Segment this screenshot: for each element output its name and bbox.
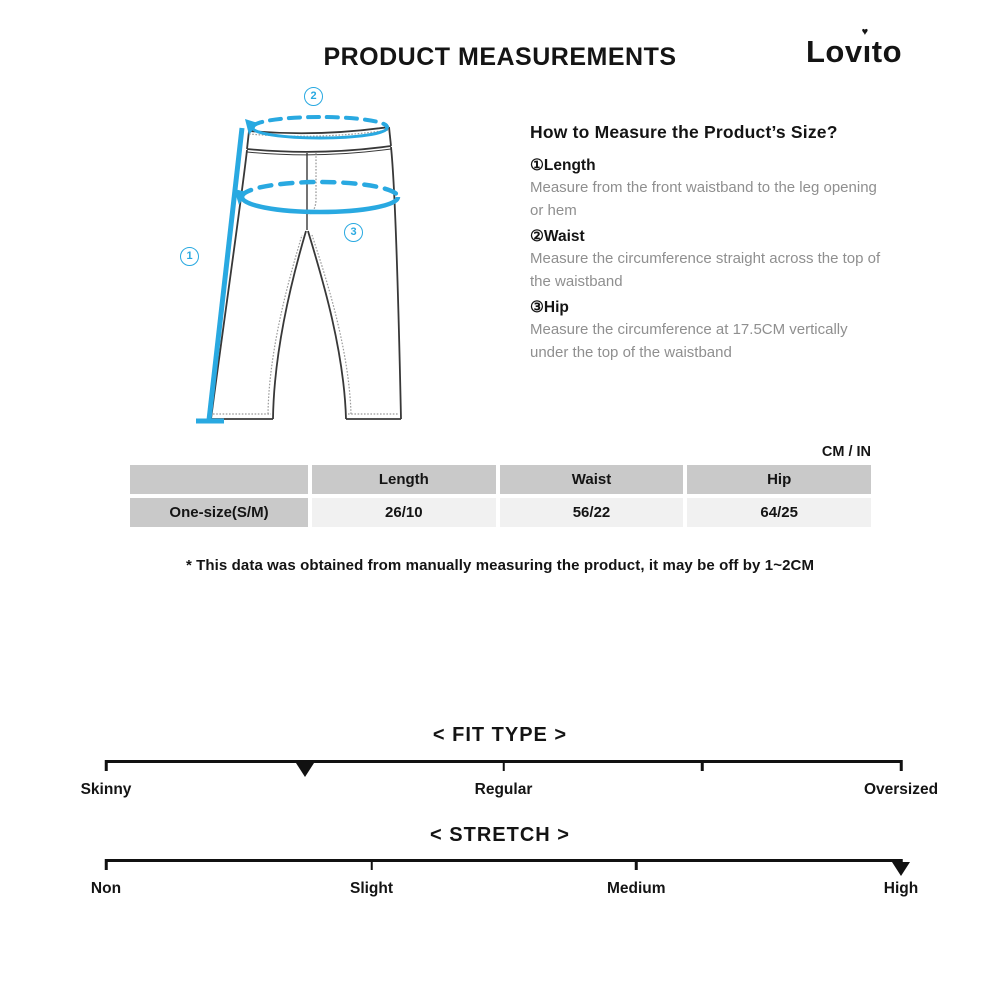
callout-waist: 2 [304,87,323,106]
stretch-scale-bar [106,859,901,862]
callout-hip: 3 [344,223,363,242]
logo-text-post: to [871,34,903,69]
measure-item-length-label [530,156,890,175]
length-measure-line [196,128,242,421]
fit-type-tick [105,760,108,771]
stretch-tick [635,859,638,870]
fit-type-tick [502,760,505,771]
stretch-marker-icon [892,862,910,876]
size-table-header-empty [130,465,308,494]
units-label: CM / IN [821,444,871,460]
size-table [130,465,871,527]
seam-stitching [213,130,399,414]
fit-type-scale [80,760,939,802]
measurement-disclaimer: * This data was obtained from manually measuring the product, it may be off by 1~2CM [185,557,815,574]
circled-3-glyph: ③ [530,299,544,316]
measure-waist-text: Waist [543,228,585,245]
size-table-header-length: Length [312,465,496,494]
size-table-row-label: One-size(S/M) [130,498,308,527]
measure-length-text: Length [543,157,596,174]
fit-type-tick [701,760,704,771]
stretch-scale [90,859,919,901]
measure-hip-text: Hip [543,299,569,316]
size-table-value-waist: 56/22 [500,498,684,527]
page-title: PRODUCT MEASUREMENTS [323,43,677,71]
logo-letter-i [861,26,872,70]
fit-type-label-regular: Regular [474,781,533,798]
size-table-header-waist: Waist [500,465,684,494]
measure-item-waist [530,227,890,293]
logo-text-pre: Lov [806,34,863,69]
fit-type-title: < FIT TYPE > [432,724,568,746]
logo-i-stem: ı [862,34,872,69]
fit-type-label-oversized: Oversized [863,781,939,798]
measure-item-hip-label [530,298,890,317]
heart-dot-icon: ♥ [861,26,869,38]
stretch-label-slight: Slight [349,880,394,897]
circled-2-glyph: ② [530,228,544,245]
stretch-label-non: Non [90,880,122,897]
measure-item-length [530,156,890,222]
size-table-value-hip: 64/25 [687,498,871,527]
how-to-measure-section [530,122,890,364]
measure-item-hip [530,298,890,364]
measure-item-waist-desc: Measure the circumference straight across the top of the waistband [530,250,881,290]
size-table-header-hip: Hip [687,465,871,494]
how-to-measure-title: How to Measure the Product’s Size? [530,122,838,142]
stretch-title: < STRETCH > [430,824,570,846]
circled-1-glyph: ① [530,157,544,174]
measure-item-waist-label [530,227,890,246]
measure-item-hip-desc: Measure the circumference at 17.5CM vertically under the top of the waistband [530,321,848,361]
fit-type-marker-icon [296,763,314,777]
size-table-value-length: 26/10 [312,498,496,527]
fit-type-label-skinny: Skinny [80,781,132,798]
lovito-logo [806,26,903,70]
stretch-label-medium: Medium [606,880,666,897]
callout-length: 1 [180,247,199,266]
fly [307,153,316,230]
measure-item-length-desc: Measure from the front waistband to the leg opening or hem [530,179,877,219]
waist-measure-ellipse [245,117,387,138]
fit-type-tick [900,760,903,771]
stretch-label-high: High [883,880,919,897]
stretch-tick [105,859,108,870]
stretch-tick [370,859,373,870]
